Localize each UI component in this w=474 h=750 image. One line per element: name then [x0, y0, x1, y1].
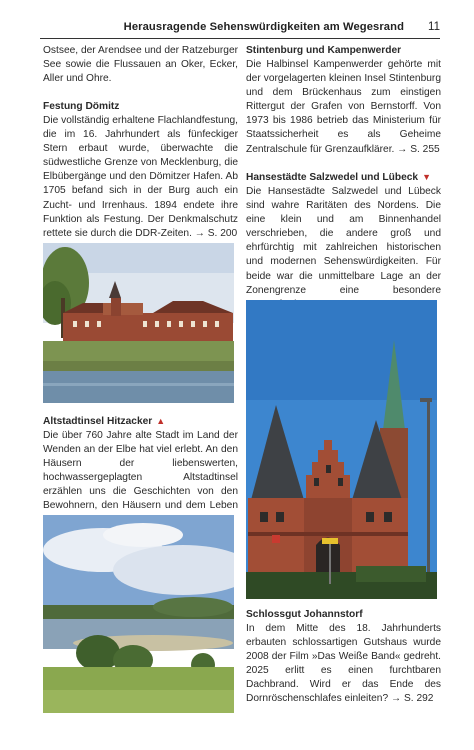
section-stintenburg [246, 44, 441, 157]
section-title [246, 170, 441, 185]
section-text: Die Hansestädte Salzwedel und Lübeck sind wahre Raritäten des Nordens. Die eine klein und am Binnenhandel verschrieben, die andere groß und ehrfürchtig mit zahlreichen historischen und modernen Sehenswürdigkeiten. Für beide war die unmittelbare Lage an der Zonengrenze eine besondere [246, 186, 441, 296]
section-hansestaedte [246, 170, 441, 312]
page-number: 11 [428, 21, 440, 33]
section-title-text: Altstadtinsel Hitzacker [43, 416, 153, 427]
section-title: Stintenburg und Kampenwerder [246, 45, 402, 56]
page-header [40, 18, 440, 39]
section-text: Die über 760 Jahre alte Stadt im Land der Wenden an der Elbe hat viel erlebt. An den Häusern der liebenswerten, hochwassergeplagten Altstadtinsel erzählen uns die Geschichten von den Bewohnern, den Häusern und dem Leben [43, 430, 238, 512]
section-festung-domitz [43, 100, 238, 241]
section-title [43, 414, 238, 429]
section-text: Die Halbinsel Kampenwerder gehörte mit der vorgelagerten kleinen Insel Stintenburg und dem Brückenhaus zum einstigen Rittergut der Grafen von Bernstorff. Von 1973 bis 1986 betrieb das Ministerium für Staatssicherheit es als Geheime Zentralschule für Grenzaufklärer. → S. 255 [246, 59, 441, 155]
running-title: Herausragende Sehenswürdigkeiten am Wegesrand [123, 21, 404, 33]
section-text: Die vollständig erhaltene Flachlandfestung, die im 16. Jahrhundert als fünfeckiger Stern erbaut wurde, überwachte die südwestliche Grenze von Mecklenburg, die Elbübergänge und den Dömitzer Hafen. Ab 1705 befand sich in der Burg auch ein Zucht- und Irrenhaus. 1894 endete ihre Funktion als Festung. Der Denkmalschutz rettete sie durch die DDR-Zeiten. → S. 200 [43, 115, 238, 239]
section-schlossgut-johannstorf [246, 608, 441, 707]
triangle-down-icon: ▼ [422, 172, 432, 182]
intro-paragraph-block [43, 44, 238, 86]
triangle-up-icon: ▲ [156, 416, 166, 426]
section-text: In dem Mitte des 18. Jahrhunderts erbauten schlossartigen Gutshaus wurde 2008 der Film »Das Weiße Band« gedreht. 2025 erlitt es einen furchtbaren Dachbrand. Wird er das Ende des Dornröschenschlafes einleiten? → S. 292 [246, 623, 441, 705]
section-altstadtinsel-hitzacker [43, 414, 238, 528]
section-title: Schlossgut Johannstorf [246, 609, 363, 620]
photo-festung-domitz [43, 243, 234, 403]
section-title-text: Hansestädte Salzwedel und Lübeck [246, 172, 419, 183]
intro-paragraph: Ostsee, der Arendsee und der Ratzeburger See sowie die Flussauen an Oker, Ecker, Aller und Ohre. [43, 45, 238, 85]
section-title: Festung Dömitz [43, 101, 120, 112]
photo-holstentor-luebeck [246, 300, 437, 599]
photo-elbe-landscape [43, 515, 234, 713]
